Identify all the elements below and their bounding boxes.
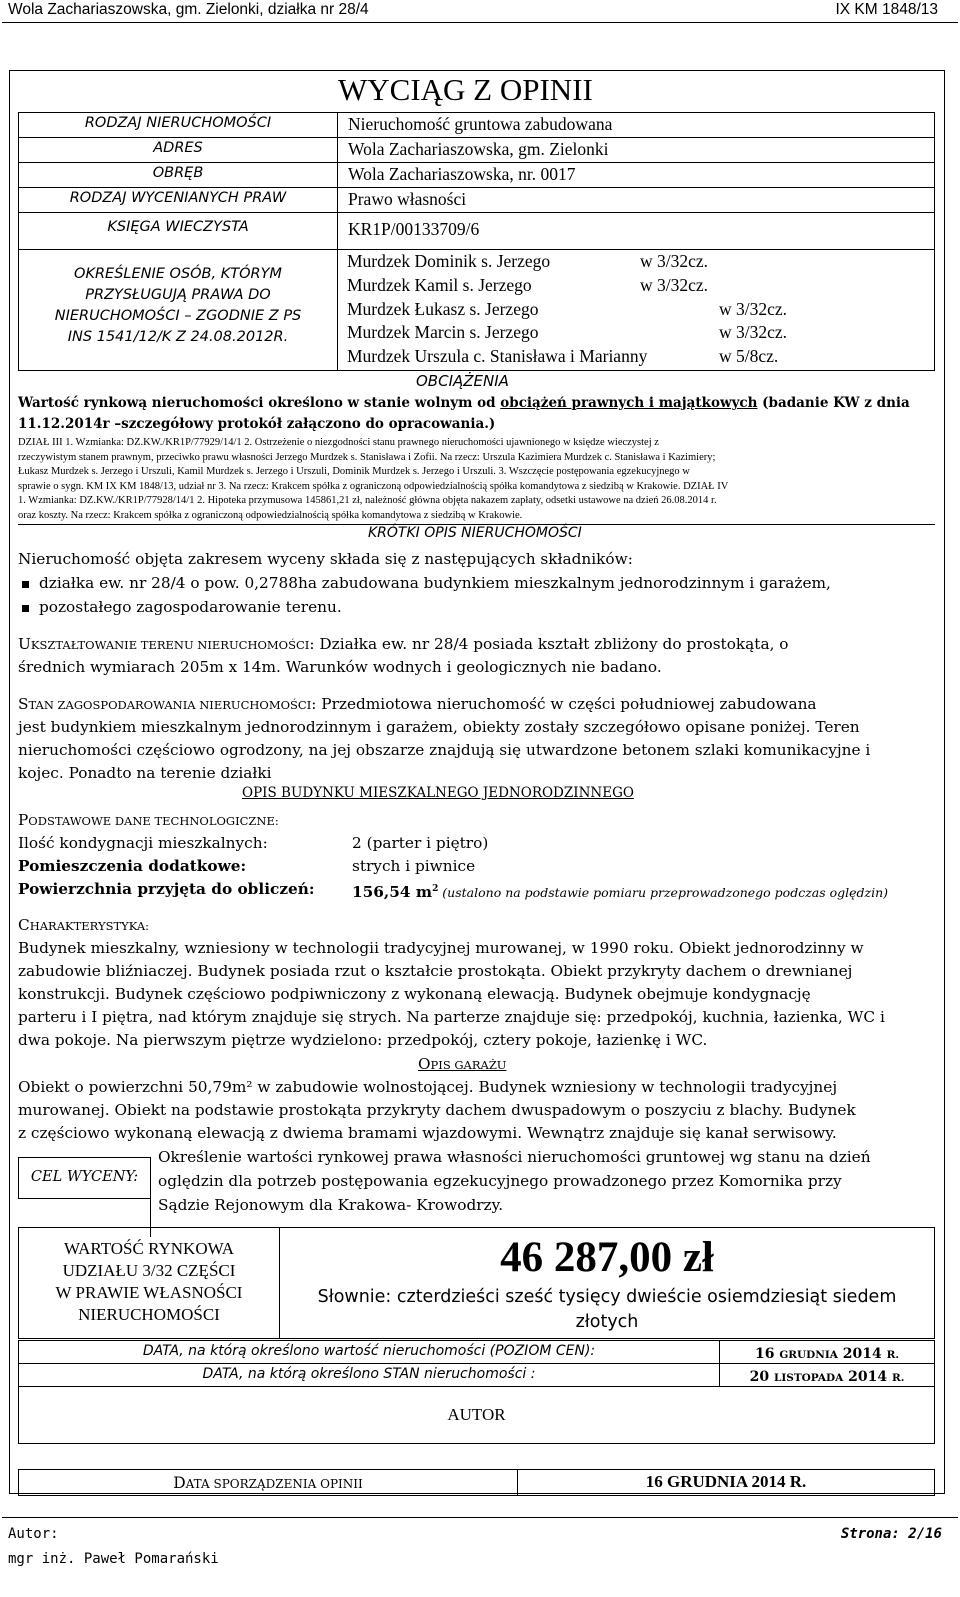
owners-label-line: PRZYSŁUGUJĄ PRAWA DO xyxy=(85,287,271,303)
author-cell xyxy=(18,1386,935,1444)
value-amount-cell xyxy=(279,1227,935,1339)
date-day: 16 xyxy=(754,1346,780,1362)
prep-date-label-cell xyxy=(18,1469,518,1496)
date-day: 20 xyxy=(749,1369,774,1385)
short-desc-bullet xyxy=(22,596,342,619)
prep-date-value: 16 GRUDNIA 2014 R. xyxy=(645,1472,807,1491)
encumbrances-title: OBCIĄŻENIA xyxy=(416,372,509,390)
encumbrance-line: 1. Wzmianka: DZ.KW./KR1P/77928/14/1 2. Hipoteka przymusowa 145861,21 zł, należność główna objęta nakazem zapłaty, odsetki ustawowe na dzień 26.08.2014 r. xyxy=(18,495,717,507)
garage-title-initial: O xyxy=(418,1055,431,1073)
value-label-cell xyxy=(18,1227,280,1339)
footer-page-number: Strona: 2/16 xyxy=(840,1526,942,1542)
header-divider xyxy=(2,22,958,23)
char-line: Budynek mieszkalny, wzniesiony w technologii tradycyjnej murowanej, w 1990 roku. Obiekt jednorodzinny w xyxy=(18,939,864,957)
value-label xyxy=(19,1238,279,1326)
info-value: KR1P/00133709/6 xyxy=(348,219,480,239)
encumbrances-text: Wartość rynkową nieruchomości określono w stanie wolnym od xyxy=(18,395,501,411)
date-month: GRUDNIA xyxy=(779,1349,838,1361)
info-value: Wola Zachariaszowska, gm. Zielonki xyxy=(348,139,609,159)
date-year: 2014 xyxy=(837,1346,887,1362)
value-label-line: WARTOŚĆ RYNKOWA xyxy=(63,1239,235,1258)
tech-label: Powierzchnia przyjęta do obliczeń: xyxy=(18,880,315,898)
owners-label-cell xyxy=(18,249,338,371)
encumbrances-underlined: obciążeń prawnych i majątkowych xyxy=(500,395,758,411)
date-label-cell xyxy=(18,1363,720,1387)
info-value-cell xyxy=(337,187,935,213)
bullet-text: pozostałego zagospodarowanie terenu. xyxy=(39,598,342,616)
prep-date-initial: D xyxy=(173,1474,186,1492)
garage-line: z częściowo wykonaną elewacją z dwiema bramami wjazdowymi. Wewnątrz znajduje się kanał serwisowy. xyxy=(18,1124,837,1142)
development-heading: TAN ZAGOSPODAROWANIA NIERUCHOMOŚCI xyxy=(28,698,312,712)
encumbrance-line: sprawie o sygn. KM IX KM 1848/13, udział nr 3. Na rzecz: Krakcem spółka z ograniczoną odpowiedzialnością spółka komandytowa z siedzibą w Krakowie. DZIAŁ IV xyxy=(18,480,729,492)
purpose-line: oględzin dla potrzeb postępowania egzekucyjnego prowadzonego przez Komornika przy xyxy=(158,1172,842,1190)
info-value: Nieruchomość gruntowa zabudowana xyxy=(348,114,613,134)
tech-heading xyxy=(18,809,279,833)
value-label-line: UDZIAŁU 3/32 CZĘŚCI xyxy=(62,1261,236,1280)
info-label: RODZAJ NIERUCHOMOŚCI xyxy=(84,115,272,131)
purpose-line: Określenie wartości rynkowej prawa własności nieruchomości gruntowej wg stanu na dzień xyxy=(158,1148,871,1166)
owner-share: w 3/32cz. xyxy=(640,251,709,271)
owner-share: w 3/32cz. xyxy=(719,322,788,342)
value-words xyxy=(280,1285,934,1335)
purpose-label: CEL WYCENY: xyxy=(30,1169,139,1185)
encumbrances-details xyxy=(18,436,935,524)
date-label: DATA, na którą określono STAN nieruchomości : xyxy=(202,1366,536,1382)
date-suffix: R. xyxy=(886,1349,900,1361)
terrain-paragraph: UKSZTAŁTOWANIE TERENU NIERUCHOMOŚCI: Działka ew. nr 28/4 posiada kształt zbliżony do prostokąta, o xyxy=(18,635,789,653)
area-unit-sup: 2 xyxy=(432,884,439,894)
char-heading-initial: C xyxy=(18,916,30,934)
terrain-text: średnich wymiarach 205m x 14m. Warunków wodnych i geologicznych nie badano. xyxy=(18,658,662,676)
tech-value: strych i piwnice xyxy=(352,857,476,875)
tech-label: Pomieszczenia dodatkowe: xyxy=(18,857,247,875)
development-text: jest budynkiem mieszkalnym jednorodzinnym i garażem, obiekty zostały szczegółowo opisane poniżej. Teren xyxy=(18,718,860,736)
info-label: RODZAJ WYCENIANYCH PRAW xyxy=(69,190,287,206)
prep-date-text: ATA SPORZĄDZENIA OPINII xyxy=(185,1477,363,1491)
owner-share: w 3/32cz. xyxy=(640,275,709,295)
value-words-line: złotych xyxy=(575,1312,639,1332)
development-heading-initial: S xyxy=(18,695,29,713)
owners-label-line: OKREŚLENIE OSÓB, KTÓRYM xyxy=(74,266,282,282)
area-value: 156,54 m xyxy=(352,883,433,902)
date-year: 2014 xyxy=(843,1369,893,1385)
page-header xyxy=(0,0,960,24)
encumbrance-line: oraz koszty. Na rzecz: Krakcem spółka z ograniczoną odpowiedzialnością spółka komandytowa z siedzibą w Krakowie. xyxy=(18,509,523,521)
owner-name: Murdzek Urszula c. Stanisława i Marianny xyxy=(347,346,648,366)
encumbrance-line: rzeczywistym stanem prawnym, przeciwko prawu własności Jerzego Murdzek s. Stanisława i Zofii. Na rzecz: Urszula Kazimiera Murdzek c. Stanisława i Kazimiery; xyxy=(18,451,716,463)
garage-line: Obiekt o powierzchni 50,79m² w zabudowie wolnostojącej. Budynek wzniesiony w technologii tradycyjnej xyxy=(18,1078,838,1096)
short-desc-intro: Nieruchomość objęta zakresem wyceny składa się z następujących składników: xyxy=(18,550,633,568)
info-value-cell xyxy=(337,212,935,250)
building-title: OPIS BUDYNKU MIESZKALNEGO JEDNORODZINNEGO xyxy=(242,785,634,801)
owner-share: w 5/8cz. xyxy=(719,346,779,366)
header-right: IX KM 1848/13 xyxy=(835,1,938,18)
development-text: kojec. Ponadto na terenie działki xyxy=(18,764,272,782)
encumbrances-text: (badanie KW z dnia xyxy=(757,395,910,411)
purpose-label-cell xyxy=(18,1157,151,1199)
short-desc-title: KRÓTKI OPIS NIERUCHOMOŚCI xyxy=(368,525,582,541)
tech-heading-initial: P xyxy=(18,811,29,829)
bullet-text: działka ew. nr 28/4 o pow. 0,2788ha zabudowana budynkiem mieszkalnym jednorodzinnym i garażem, xyxy=(39,574,831,592)
char-line: konstrukcji. Budynek częściowo podpiwniczony z wykonaną elewacją. Budynek obejmuje kondygnację xyxy=(18,985,811,1003)
tech-label: Ilość kondygnacji mieszkalnych: xyxy=(18,834,268,852)
tech-value: 2 (parter i piętro) xyxy=(352,834,489,852)
info-value-cell xyxy=(337,112,935,138)
owner-name: Murdzek Marcin s. Jerzego xyxy=(347,322,539,342)
info-label: ADRES xyxy=(153,140,203,156)
info-value-cell xyxy=(337,137,935,163)
area-note: (ustalono na podstawie pomiaru przeprowadzonego podczas oględzin) xyxy=(438,885,889,901)
short-desc-bullet xyxy=(22,572,831,595)
value-words-line: Słownie: czterdzieści sześć tysięcy dwieście osiemdziesiąt siedem xyxy=(317,1287,897,1307)
bullet-icon xyxy=(22,581,29,588)
char-line: zabudowie bliźniaczej. Budynek posiada rzut o kształcie prostokąta. Obiekt przykryty dachem o drewnianej xyxy=(18,962,853,980)
bullet-icon xyxy=(22,605,29,612)
development-paragraph: STAN ZAGOSPODAROWANIA NIERUCHOMOŚCI: Przedmiotowa nieruchomość w części południowej zabudowana xyxy=(18,695,817,713)
info-label: OBRĘB xyxy=(152,165,204,181)
author-label: AUTOR xyxy=(447,1405,506,1424)
terrain-heading-initial: U xyxy=(18,635,31,653)
garage-line: murowanej. Obiekt na podstawie prostokąta przykryty dachem dwuspadowym o poszyciu z blachy. Budynek xyxy=(18,1101,856,1119)
tech-value-area xyxy=(352,878,888,904)
date-label: DATA, na którą określono wartość nieruchomości (POZIOM CEN): xyxy=(142,1343,596,1359)
purpose-line: Sądzie Rejonowym dla Krakowa- Krowodrzy. xyxy=(158,1196,504,1214)
owners-label-line: INS 1541/12/K Z 24.08.2012R. xyxy=(67,329,289,345)
footer-author-label: Autor: xyxy=(8,1526,59,1542)
encumbrance-line: Łukasz Murdzek s. Jerzego i Urszuli, Kamil Murdzek s. Jerzego i Urszuli, Dominik Murdzek s. Jerzego i Urszuli. 3. Wszczęcie postępowania egzekucyjnego w xyxy=(18,466,690,478)
document-title: WYCIĄG Z OPINII xyxy=(338,72,593,107)
garage-title xyxy=(418,1053,507,1077)
info-label: KSIĘGA WIECZYSTA xyxy=(107,219,249,235)
char-line: dwa pokoje. Na pierwszym piętrze wydzielono: przedpokój, cztery pokoje, łazienkę i WC. xyxy=(18,1031,708,1049)
info-label-cell xyxy=(18,162,338,188)
value-label-line: NIERUCHOMOŚCI xyxy=(78,1305,220,1324)
owner-name: Murdzek Dominik s. Jerzego xyxy=(347,251,551,271)
char-heading xyxy=(18,914,149,938)
date-label-cell xyxy=(18,1340,720,1364)
info-label-cell xyxy=(18,187,338,213)
info-label-cell xyxy=(18,137,338,163)
footer-divider xyxy=(2,1517,958,1518)
footer-author-name: mgr inż. Paweł Pomarański xyxy=(8,1551,219,1567)
terrain-text: Działka ew. nr 28/4 posiada kształt zbliżony do prostokąta, o xyxy=(319,635,789,653)
info-value-cell xyxy=(337,162,935,188)
char-line: parteru i I piętra, nad którym znajduje się strych. Na parterze znajduje się: przedpokój, kuchnia, łazienka, WC i xyxy=(18,1008,885,1026)
info-value: Prawo własności xyxy=(348,189,467,209)
date-suffix: R. xyxy=(892,1372,905,1384)
owners-label xyxy=(19,264,337,348)
char-heading-text: HARAKTERYSTYKA: xyxy=(29,919,150,933)
prep-date-value-cell xyxy=(517,1469,935,1496)
garage-title-text: PIS GARAŻU xyxy=(430,1058,507,1072)
date-value-cell xyxy=(719,1363,935,1387)
info-label-cell xyxy=(18,212,338,250)
header-left: Wola Zachariaszowska, gm. Zielonki, działka nr 28/4 xyxy=(8,1,369,18)
owners-label-line: NIERUCHOMOŚCI – ZGODNIE Z PS xyxy=(54,308,302,324)
tech-heading-text: ODSTAWOWE DANE TECHNOLOGICZNE: xyxy=(28,814,279,828)
owner-name: Murdzek Łukasz s. Jerzego xyxy=(347,299,539,319)
encumbrances-note xyxy=(18,393,935,435)
encumbrances-text: 11.12.2014r –szczegółowy protokół załączono do opracowania.) xyxy=(18,416,496,432)
development-text: nieruchomości częściowo ogrodzony, na jej obszarze znajdują się utwardzone betonem szlaki komunikacyjne i xyxy=(18,741,871,759)
development-text: Przedmiotowa nieruchomość w części południowej zabudowana xyxy=(321,695,817,713)
owner-name: Murdzek Kamil s. Jerzego xyxy=(347,275,532,295)
value-label-line: W PRAWIE WŁASNOŚCI xyxy=(55,1283,243,1302)
date-value xyxy=(720,1343,934,1362)
date-value-cell xyxy=(719,1340,935,1364)
owner-share: w 3/32cz. xyxy=(719,299,788,319)
prep-date-label xyxy=(19,1473,517,1492)
info-label-cell xyxy=(18,112,338,138)
date-month: LISTOPADA xyxy=(773,1372,844,1384)
value-amount: 46 287,00 zł xyxy=(500,1234,714,1281)
terrain-heading: KSZTAŁTOWANIE TERENU NIERUCHOMOŚCI xyxy=(30,638,310,652)
date-value xyxy=(720,1366,934,1385)
encumbrance-line: DZIAŁ III 1. Wzmianka: DZ.KW./KR1P/77929/14/1 2. Ostrzeżenie o niezgodności stanu prawnego nieruchomości ujawnionego w księdze wieczystej z xyxy=(18,437,659,448)
info-value: Wola Zachariaszowska, nr. 0017 xyxy=(348,164,576,184)
